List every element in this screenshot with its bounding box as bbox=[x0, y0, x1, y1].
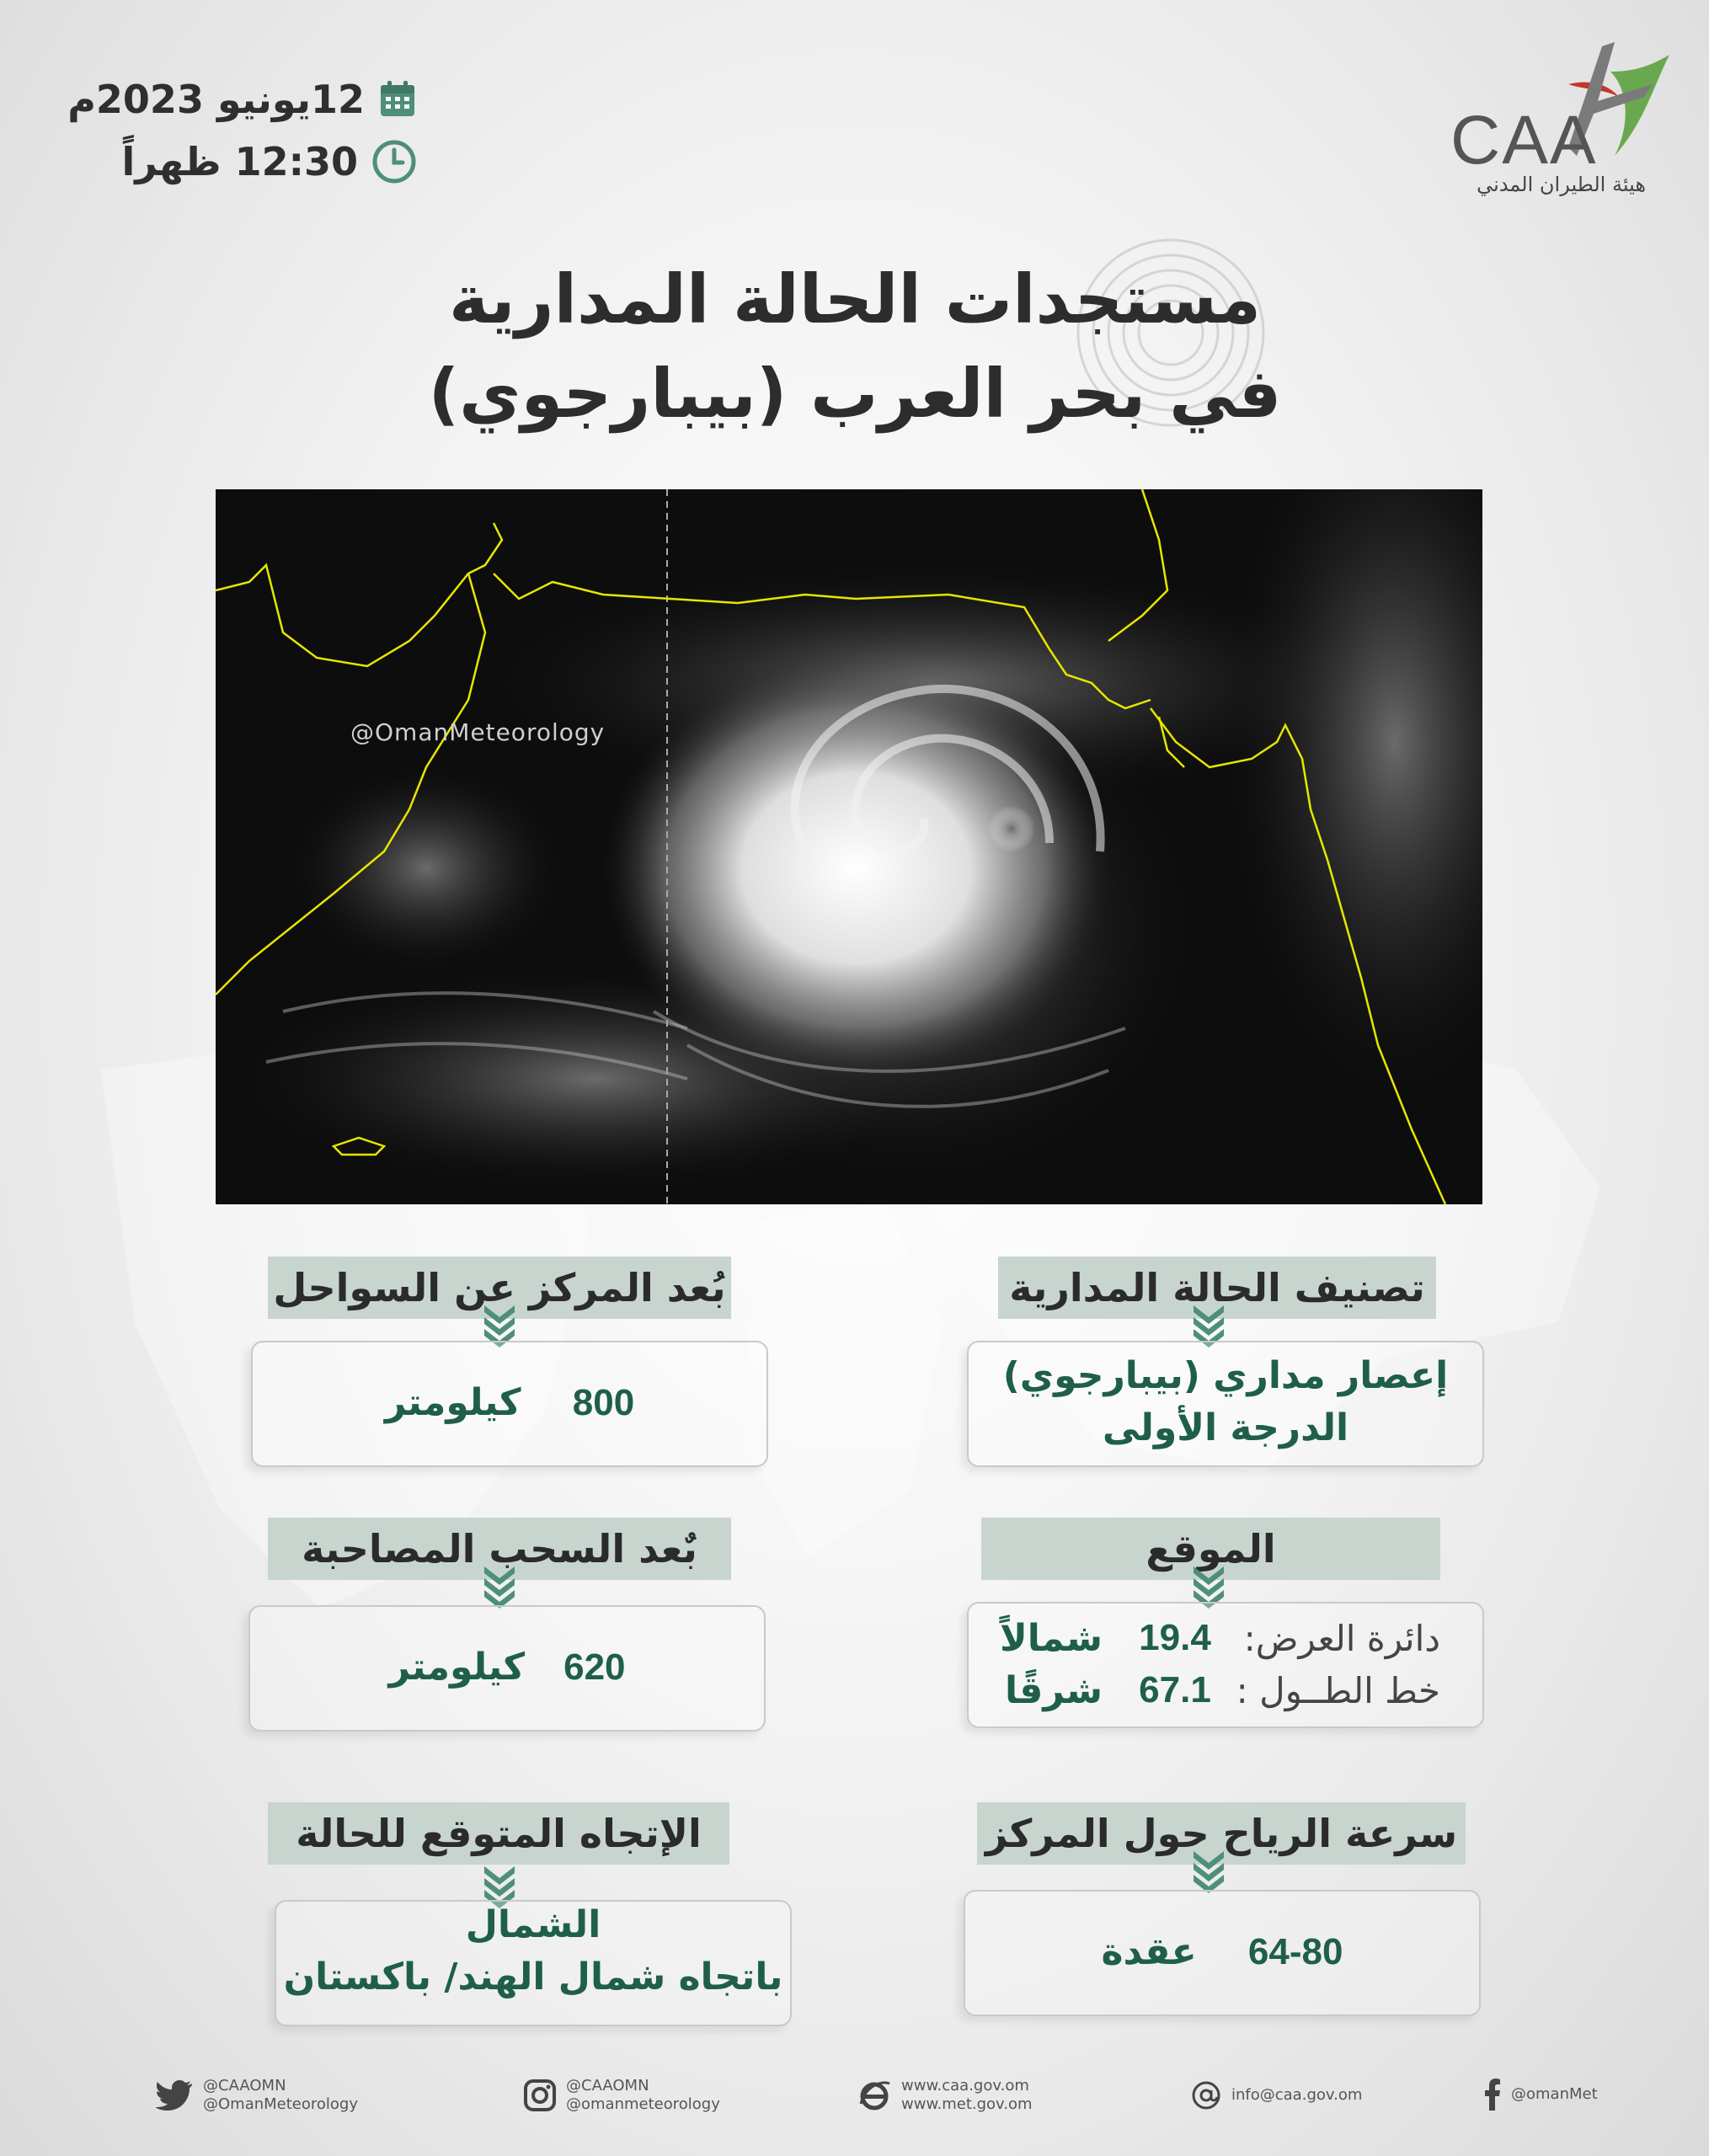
distance-clouds-value bbox=[250, 1646, 764, 1689]
web-link-2[interactable]: www.met.gov.om bbox=[901, 2095, 1033, 2113]
satellite-render bbox=[216, 489, 1482, 1204]
wind-speed-label: سرعة الرياح حول المركز bbox=[977, 1802, 1466, 1865]
direction-value-2: باتجاه شمال الهند/ باكستان bbox=[283, 1956, 783, 1999]
date-time-block bbox=[67, 74, 417, 199]
logo-text: CAA bbox=[1450, 102, 1598, 179]
distance-clouds-box bbox=[248, 1605, 766, 1732]
distance-coast-label: بُعد المركز عن السواحل bbox=[268, 1257, 731, 1319]
footer bbox=[0, 2072, 1709, 2131]
clock-icon bbox=[371, 139, 417, 184]
classification-box bbox=[967, 1341, 1484, 1467]
location-box bbox=[967, 1602, 1484, 1728]
date-row bbox=[67, 74, 417, 125]
logo-subtitle: هيئة الطيران المدني bbox=[1477, 173, 1646, 196]
classification-value-2: الدرجة الأولى bbox=[1102, 1406, 1349, 1449]
classification-label: تصنيف الحالة المدارية bbox=[998, 1257, 1436, 1319]
direction-card bbox=[244, 1802, 800, 2030]
latitude-direction: شمالاً bbox=[999, 1616, 1103, 1660]
caa-logo bbox=[1442, 21, 1678, 196]
page-title bbox=[337, 253, 1373, 441]
direction-box bbox=[275, 1900, 792, 2026]
time-row bbox=[80, 136, 417, 187]
twitter-handle-1: @CAAOMN bbox=[203, 2077, 286, 2095]
email-address[interactable]: info@caa.gov.om bbox=[1231, 2086, 1363, 2104]
title-line-2: في بحر العرب (بيبارجوي) bbox=[428, 355, 1282, 433]
twitter-handle-2: @OmanMeteorology bbox=[203, 2095, 358, 2113]
wind-speed-box bbox=[964, 1890, 1481, 2016]
web-link-1[interactable]: www.caa.gov.om bbox=[901, 2077, 1029, 2095]
latitude-value: 19.4 bbox=[1139, 1617, 1211, 1658]
classification-value-1: إعصار مداري (بيبارجوي) bbox=[1002, 1354, 1449, 1397]
footer-facebook[interactable] bbox=[1484, 2079, 1598, 2111]
wind-speed-value bbox=[965, 1930, 1479, 1973]
calendar-icon bbox=[378, 80, 417, 119]
footer-web[interactable] bbox=[857, 2077, 1033, 2114]
distance-coast-unit: كيلومتر bbox=[384, 1381, 521, 1424]
distance-coast-value bbox=[253, 1381, 766, 1424]
wind-speed-number: 64-80 bbox=[1247, 1931, 1343, 1972]
longitude-label: خط الطــول : bbox=[1236, 1669, 1440, 1711]
longitude-value: 67.1 bbox=[1139, 1669, 1211, 1710]
latitude-row bbox=[969, 1612, 1482, 1664]
wind-speed-unit: عقدة bbox=[1101, 1930, 1197, 1973]
wind-speed-card bbox=[952, 1802, 1482, 2013]
facebook-icon bbox=[1484, 2079, 1501, 2111]
longitude-row bbox=[969, 1664, 1482, 1716]
latitude-label: دائرة العرض: bbox=[1243, 1617, 1440, 1659]
instagram-handle-2: @omanmeteorology bbox=[566, 2095, 720, 2113]
location-card bbox=[952, 1518, 1482, 1728]
at-sign-icon bbox=[1191, 2080, 1221, 2111]
footer-email[interactable] bbox=[1191, 2080, 1362, 2111]
distance-coast-card bbox=[244, 1257, 766, 1467]
distance-clouds-number: 620 bbox=[563, 1646, 626, 1688]
longitude-direction: شرقًا bbox=[1005, 1668, 1103, 1712]
distance-coast-number: 800 bbox=[572, 1382, 635, 1423]
browser-icon bbox=[857, 2079, 891, 2112]
facebook-handle: @omanMet bbox=[1511, 2085, 1598, 2103]
classification-card bbox=[952, 1257, 1482, 1467]
direction-label: الإتجاه المتوقع للحالة bbox=[268, 1802, 729, 1865]
footer-twitter[interactable] bbox=[156, 2077, 358, 2114]
coordinates bbox=[969, 1612, 1482, 1716]
distance-coast-box bbox=[251, 1341, 768, 1467]
instagram-icon bbox=[524, 2079, 556, 2111]
footer-instagram[interactable] bbox=[524, 2077, 720, 2114]
time-text: 12:30 ظهراً bbox=[121, 139, 358, 184]
title-line-1: مستجدات الحالة المدارية bbox=[448, 260, 1262, 339]
location-label: الموقع bbox=[981, 1518, 1440, 1580]
instagram-handle-1: @CAAOMN bbox=[566, 2077, 649, 2095]
distance-clouds-unit: كيلومتر bbox=[388, 1646, 526, 1689]
satellite-watermark: @OmanMeteorology bbox=[350, 718, 606, 746]
twitter-icon bbox=[156, 2080, 193, 2111]
date-text: 12يونيو 2023م bbox=[67, 77, 365, 122]
distance-clouds-card bbox=[244, 1518, 766, 1728]
satellite-image bbox=[216, 489, 1482, 1204]
distance-clouds-label: بٌعد السحب المصاحبة bbox=[268, 1518, 731, 1580]
direction-value-1: الشمال bbox=[465, 1903, 601, 1946]
